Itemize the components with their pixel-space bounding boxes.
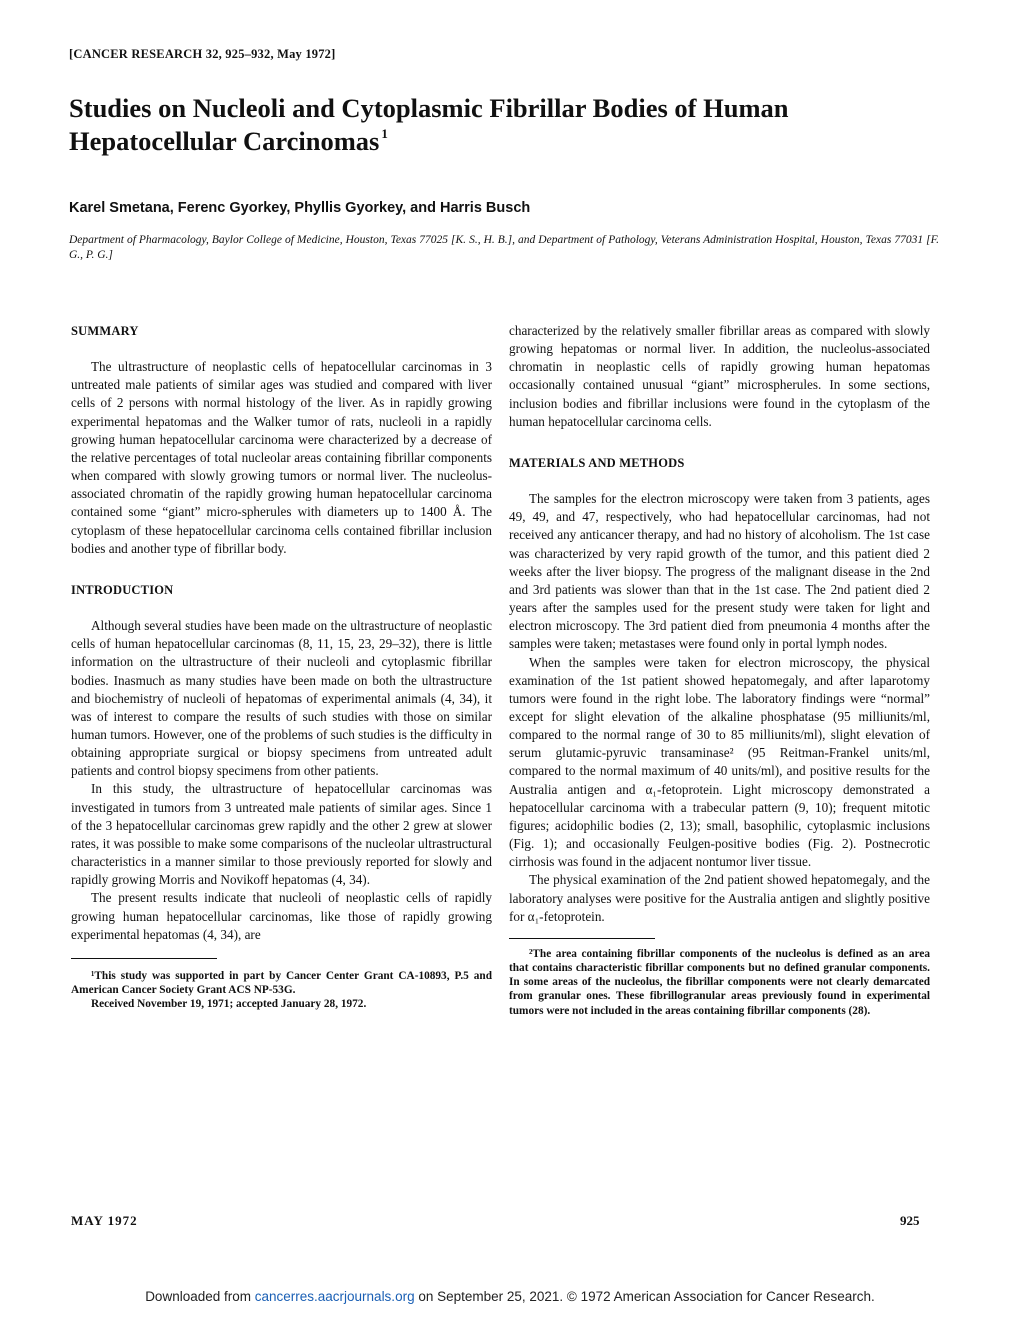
right-column — [509, 322, 930, 1018]
article-title — [69, 92, 869, 162]
footnote-1: ¹This study was supported in part by Cancer Center Grant CA-10893, P.5 and American Cancer Society Grant ACS NP-53G. — [71, 969, 492, 997]
received-dates: Received November 19, 1971; accepted January 28, 1972. — [91, 998, 367, 1011]
introduction-paragraph-1: Although several studies have been made on the ultrastructure of neoplastic cells of human hepatocellular carcinomas (8, 11, 15, 23, 29–32), there is little information on the ultrastructure of their nucleoli and cytoplasmic fibrillar bodies. Inasmuch as many studies have been made on both the ultrastructure and biochemistry of nucleoli of hepatomas of experimental animals (4, 34), it was of interest to compare the results of such studies with those on similar human tumors. However, one of the problems of such studies is the difficulty in obtaining appropriate surgical or biopsy specimens from untreated adult patients and control biopsy specimens from other patients. — [71, 618, 492, 779]
introduction-paragraph-3: The present results indicate that nucleoli of neoplastic cells of rapidly growing human hepatocellular carcinomas, like those of rapidly growing experimental hepatomas (4, 34), are — [71, 890, 492, 942]
title-footnote-mark[interactable]: 1 — [381, 126, 388, 141]
download-suffix: on September 25, 2021. © 1972 American Association for Cancer Research. — [414, 1289, 875, 1304]
methods-paragraph-2: When the samples were taken for electron microscopy, the physical examination of the 1st patient showed hepatomegaly, and after laparotomy tumors were found in the right lobe. The laboratory findings were “normal” except for slight elevation of the alkaline phosphatase (95 milliunits/ml, compared to the normal range of 30 to 85 milliunits/ml), slight elevation of serum glutamic-pyruvic transaminase² (95 Reitman-Frankel units/ml, compared to the normal maximum of 40 units/ml), and positive results for the Australia antigen and α₁-fetoprotein. Light microscopy demonstrated a hepatocellular carcinoma with a trabecular pattern (9, 10); frequent mitotic figures; acidophilic bodies (2, 13); small, basophilic, cytoplasmic inclusions (Fig. 1); and occasionally Feulgen-positive bodies (Fig. 2). Postnecrotic cirrhosis was found in the adjacent nontumor liver tissue. — [509, 654, 930, 870]
article-title-text: Studies on Nucleoli and Cytoplasmic Fibrillar Bodies of Human Hepatocellular Carcinomas — [69, 93, 789, 156]
download-prefix: Downloaded from — [145, 1289, 255, 1304]
summary-heading: SUMMARY — [71, 324, 139, 338]
journal-site-link[interactable]: cancerres.aacrjournals.org — [254, 1289, 415, 1304]
methods-paragraph-1: The samples for the electron microscopy were taken from 3 patients, ages 49, 49, and 47, respectively, who had hepatocellular carcinomas, had not received any anticancer therapy, and had no history of alcoholism. The 1st case was characterized by very rapid growth of the tumor, and this patient died 2 weeks after the liver biopsy. The progress of the malignant disease in the 2nd and 3rd patients was slower than that in the 1st case. The 2nd patient died 2 years after the samples used for the present study were taken for light and electron microscopy. The 3rd patient died from pneumonia 4 months after the samples were taken; metastases were found only in portal lymph nodes. — [509, 491, 930, 652]
left-column — [71, 322, 492, 1011]
materials-methods-heading: MATERIALS AND METHODS — [509, 455, 685, 470]
introduction-heading: INTRODUCTION — [71, 582, 174, 597]
journal-citation-header: [CANCER RESEARCH 32, 925–932, May 1972] — [69, 47, 336, 61]
download-notice — [120, 1289, 900, 1305]
footnote-2: ²The area containing fibrillar components of the nucleolus is defined as an area that contains characteristic fibrillar components but no defined granular components. In some areas of the nucleolus, the fibrillar components were not clearly demarcated from granular ones. These fibrillogranular areas previously found in experimental tumors were not included in the areas containing fibrillar components (28). — [509, 947, 930, 1017]
introduction-continuation: characterized by the relatively smaller fibrillar areas as compared with slowly growing hepatomas or normal liver. In addition, the nucleolus-associated chromatin in neoplastic cells of rapidly growing human hepatomas occasionally contained unusual “giant” microspherules. In some sections, inclusion bodies and fibrillar inclusions were found in the cytoplasm of the human hepatocellular carcinoma cells. — [509, 323, 930, 429]
introduction-paragraph-2: In this study, the ultrastructure of hepatocellular carcinomas was investigated in tumors from 3 untreated male patients of similar ages. Since 1 of the 3 hepatocellular carcinomas grew rapidly and the other 2 grew at slower rates, it was possible to make some comparisons of the nucleolar ultrastructural characteristics in a manner similar to those previously reported for slowly and rapidly growing Morris and Novikoff hepatomas (4, 34). — [71, 781, 492, 888]
methods-paragraph-3: The physical examination of the 2nd patient showed hepatomegaly, and the laboratory analyses were positive for the Australia antigen and slightly positive for α₁-fetoprotein. — [509, 872, 930, 924]
footnote-divider — [71, 958, 217, 959]
author-list: Karel Smetana, Ferenc Gyorkey, Phyllis Gyorkey, and Harris Busch — [69, 200, 531, 216]
summary-paragraph: The ultrastructure of neoplastic cells of hepatocellular carcinomas in 3 untreated male patients of similar ages was studied and compared with liver cells of 2 persons with normal histology of the liver. As in rapidly growing experimental hepatomas and the Walker tumor of rats, nucleoli in a rapidly growing human hepatocellular carcinoma were characterized by a decrease of the relative percentages of total nucleolar areas containing fibrillar components when compared with slowly growing tumors or normal liver. The nucleolus-associated chromatin of the rapidly growing human hepatocellular carcinoma contained some “giant” micro-spherules with diameters up to 1400 Å. The cytoplasm of these hepatocellular carcinoma cells contained fibrillar inclusion bodies and another type of fibrillar body. — [71, 359, 492, 556]
footnote-divider — [509, 938, 655, 939]
author-affiliation: Department of Pharmacology, Baylor College of Medicine, Houston, Texas 77025 [K. S., H. B.], and Department of Pathology, Veterans Administration Hospital, Houston, Texas 77031 [F. G., P. G.] — [69, 234, 939, 261]
page-number: 925 — [900, 1213, 920, 1228]
footer-date: MAY 1972 — [71, 1213, 138, 1228]
